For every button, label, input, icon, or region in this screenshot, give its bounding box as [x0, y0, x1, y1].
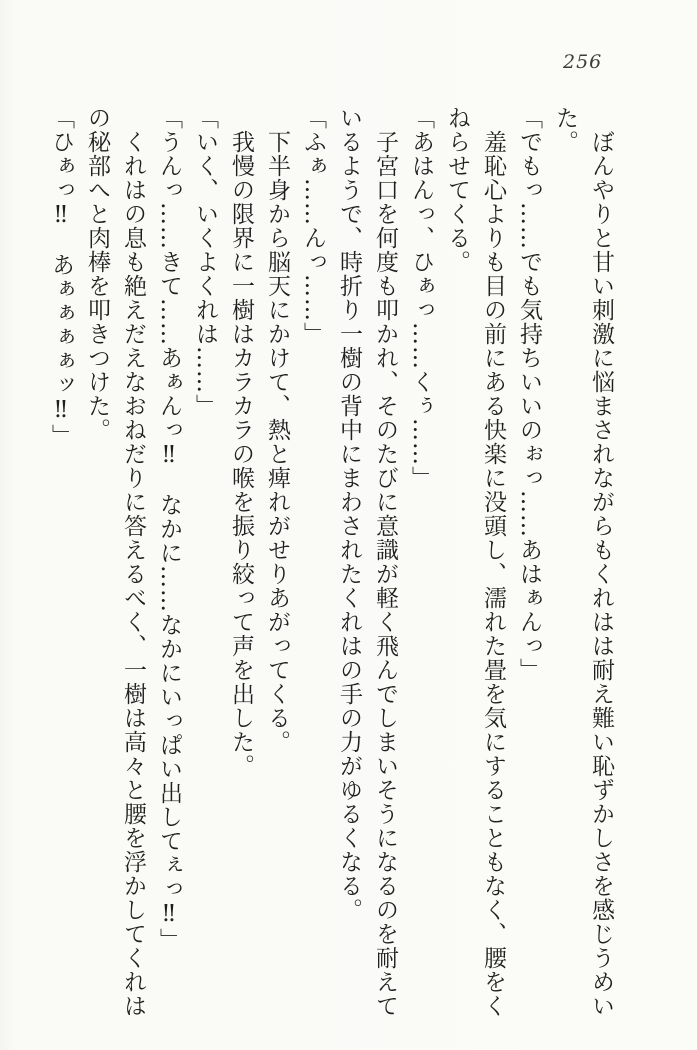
vertical-text-block — [43, 106, 619, 1018]
text-column: の秘部へと肉棒を叩きつけた。 — [84, 106, 110, 442]
text-column: た。 — [552, 106, 578, 154]
text-column: ねらせてくる。 — [444, 106, 470, 274]
text-column: 「うんっ……きて……あぁんっ‼ なかに……なかにいっぱい出してぇっ‼」 — [156, 106, 182, 952]
text-column: 「ひぁっ‼ あぁぁぁぁッ‼」 — [48, 106, 74, 448]
text-column: 「いく、いくよくれは……」 — [192, 106, 218, 418]
text-column: 「でもっ……でも気持ちいいのぉっ……あはぁんっ」 — [516, 106, 542, 682]
text-column: 「ふぁ……んっ……」 — [300, 106, 326, 346]
text-column: 子宮口を何度も叩かれ、そのたびに意識が軽く飛んでしまいそうになるのを耐えて — [372, 130, 398, 1018]
text-column: ぼんやりと甘い刺激に悩まされながらもくれはは耐え難い恥ずかしさを感じうめい — [588, 130, 614, 1018]
page-number: 256 — [563, 51, 603, 73]
text-column: いるようで、時折り一樹の背中にまわされたくれはの手の力がゆるくなる。 — [336, 106, 362, 922]
text-column: 羞恥心よりも目の前にある快楽に没頭し、濡れた畳を気にすることもなく、腰をく — [480, 130, 506, 1018]
text-column: 下半身から脳天にかけて、熱と痺れがせりあがってくる。 — [264, 130, 290, 754]
text-column: 我慢の限界に一樹はカラカラの喉を振り絞って声を出した。 — [228, 130, 254, 778]
text-column: 「あはんっ、ひぁっ……くぅ……」 — [408, 106, 434, 490]
text-column: くれはの息も絶えだえなおねだりに答えるべく、一樹は高々と腰を浮かしてくれは — [120, 130, 146, 1018]
